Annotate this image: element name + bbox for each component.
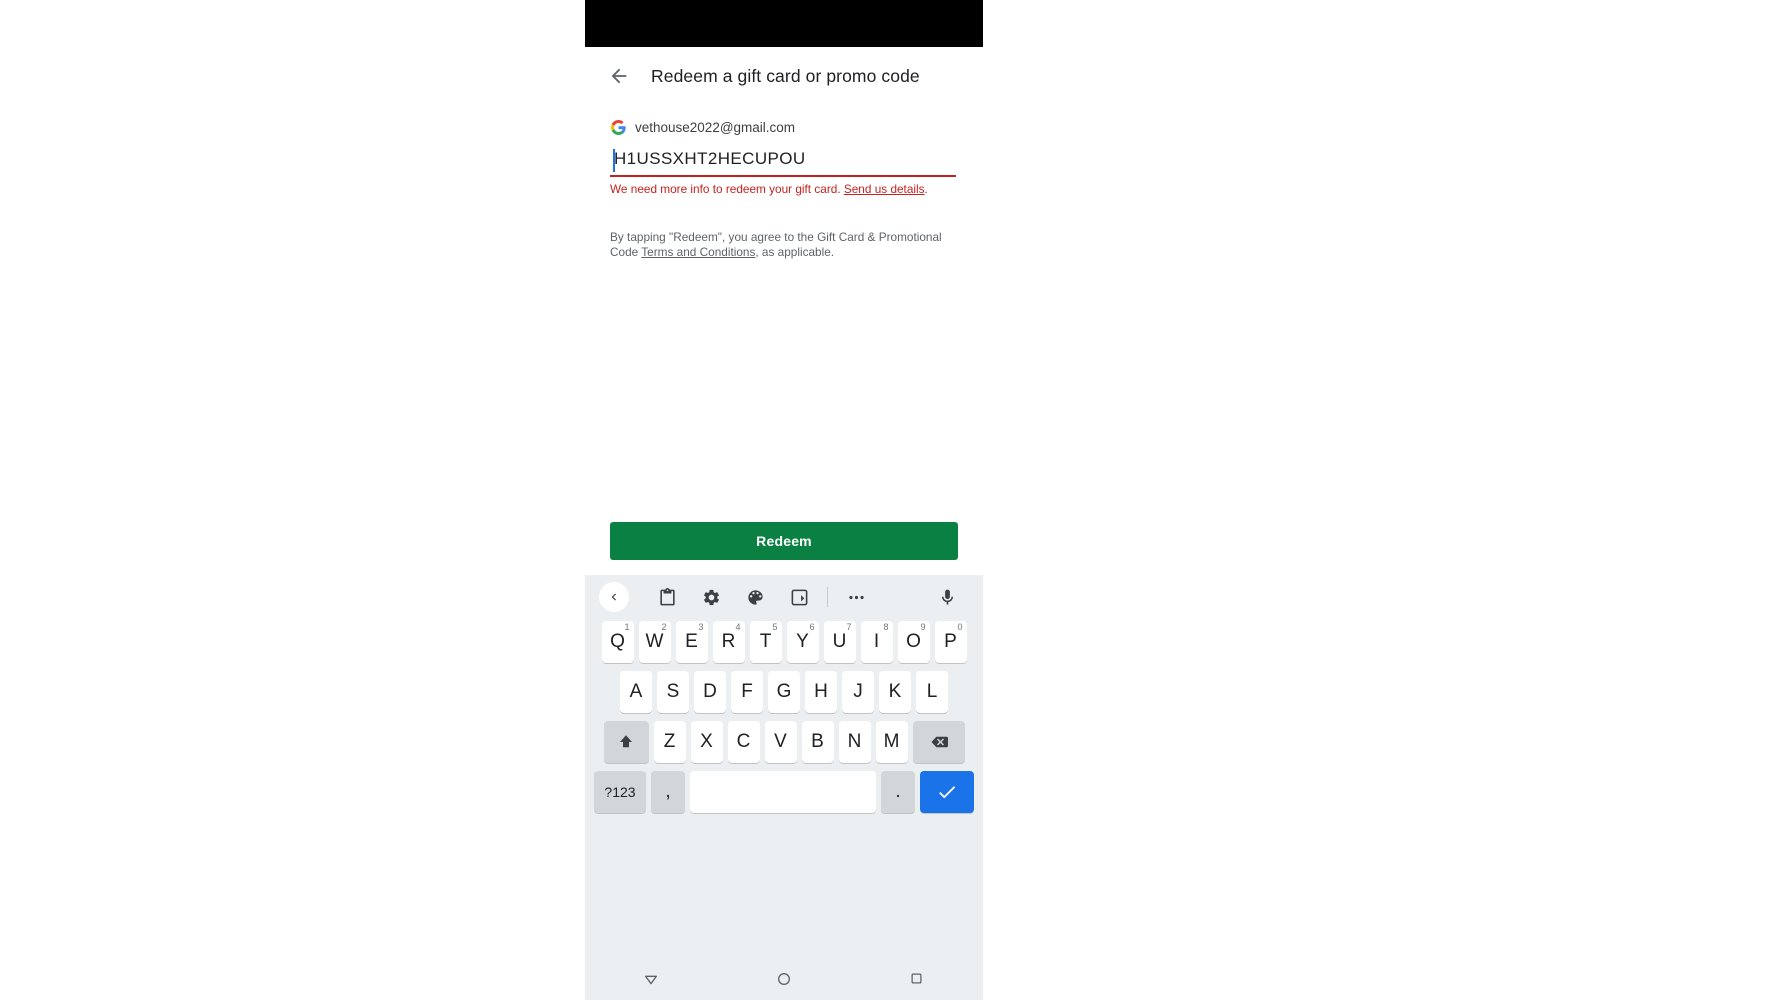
symbols-key[interactable]: ?123 (594, 771, 646, 813)
clipboard-icon[interactable] (645, 577, 689, 617)
key-label: W (645, 631, 664, 652)
system-navigation-bar (585, 957, 983, 1000)
key-z[interactable] (654, 721, 686, 763)
terms-text (610, 230, 950, 260)
key-label: G (776, 681, 792, 702)
gear-icon[interactable] (689, 577, 733, 617)
key-g[interactable] (768, 671, 800, 713)
account-row (611, 120, 795, 135)
terms-prefix: By tapping "Redeem", you agree to the Gift Card & Promotional Code (610, 230, 942, 259)
key-u[interactable] (824, 621, 856, 663)
status-bar (585, 0, 983, 47)
key-j[interactable] (842, 671, 874, 713)
key-m[interactable] (876, 721, 908, 763)
redeem-button[interactable]: Redeem (610, 522, 958, 560)
key-label: R (721, 631, 736, 652)
key-label: O (906, 631, 921, 652)
keyboard-row-1 (588, 621, 980, 663)
key-label: J (853, 681, 863, 702)
shift-icon[interactable] (604, 721, 649, 763)
key-label: Y (796, 631, 809, 652)
key-label: N (847, 731, 862, 752)
error-message-text: We need more info to redeem your gift card. (610, 182, 844, 196)
key-number: 0 (957, 622, 963, 632)
key-v[interactable] (765, 721, 797, 763)
key-label: F (741, 681, 753, 702)
send-us-details-link[interactable]: Send us details (843, 182, 925, 196)
one-handed-icon[interactable] (777, 577, 821, 617)
terms-and-conditions-link[interactable]: Terms and Conditions (641, 245, 756, 259)
backspace-icon[interactable] (913, 721, 965, 763)
key-number: 1 (624, 622, 630, 632)
input-underline (610, 175, 956, 177)
on-screen-keyboard (585, 575, 983, 1000)
square-recents-icon[interactable] (887, 959, 947, 999)
collapse-keyboard-icon[interactable] (599, 582, 629, 612)
key-label: Z (663, 731, 676, 752)
key-e[interactable] (676, 621, 708, 663)
text-caret (613, 149, 615, 172)
toolbar-divider (827, 587, 828, 607)
gift-code-input[interactable] (610, 145, 956, 175)
period-key[interactable]: . (881, 771, 915, 813)
key-p[interactable] (935, 621, 967, 663)
key-number: 7 (846, 622, 852, 632)
key-b[interactable] (802, 721, 834, 763)
key-label: D (703, 681, 717, 702)
key-number: 6 (809, 622, 815, 632)
key-label: B (811, 731, 824, 752)
key-a[interactable] (620, 671, 652, 713)
key-y[interactable] (787, 621, 819, 663)
phone-screen (585, 0, 983, 1000)
more-options-icon[interactable] (834, 577, 878, 617)
key-number: 3 (698, 622, 704, 632)
key-label: M (883, 731, 900, 752)
key-w[interactable] (639, 621, 671, 663)
key-o[interactable] (898, 621, 930, 663)
key-label: U (832, 631, 847, 652)
key-n[interactable] (839, 721, 871, 763)
key-label: H (814, 681, 828, 702)
key-label: T (759, 631, 772, 652)
key-label: K (888, 681, 902, 702)
page-title: Redeem a gift card or promo code (651, 65, 920, 86)
key-s[interactable] (657, 671, 689, 713)
keyboard-row-2 (588, 671, 980, 713)
key-label: E (685, 631, 698, 652)
key-t[interactable] (750, 621, 782, 663)
key-number: 9 (920, 622, 926, 632)
key-label: I (873, 631, 880, 652)
keyboard-row-4 (588, 771, 980, 813)
keyboard-toolbar (585, 575, 983, 619)
key-c[interactable] (728, 721, 760, 763)
google-g-icon (611, 120, 626, 135)
key-label: S (666, 681, 680, 702)
key-number: 5 (772, 622, 778, 632)
key-label: Q (610, 631, 625, 652)
key-d[interactable] (694, 671, 726, 713)
key-label: L (926, 681, 938, 702)
space-key[interactable] (690, 771, 876, 813)
key-x[interactable] (691, 721, 723, 763)
account-email: vethouse2022@gmail.com (635, 120, 796, 135)
key-label: C (736, 731, 751, 752)
key-i[interactable] (861, 621, 893, 663)
circle-home-icon[interactable] (754, 959, 814, 999)
key-label: P (944, 631, 957, 652)
key-label: V (774, 731, 787, 752)
error-message-period: . (924, 182, 928, 196)
key-f[interactable] (731, 671, 763, 713)
triangle-back-icon[interactable] (621, 959, 681, 999)
comma-key[interactable]: , (651, 771, 685, 813)
error-message (610, 182, 950, 197)
key-r[interactable] (713, 621, 745, 663)
keyboard-row-3 (588, 721, 980, 763)
keyboard-rows (585, 619, 983, 813)
key-label: A (629, 681, 643, 702)
gift-code-field-wrapper (610, 145, 956, 177)
terms-suffix: , as applicable. (755, 245, 835, 259)
key-k[interactable] (879, 671, 911, 713)
key-label: X (700, 731, 713, 752)
check-icon[interactable] (920, 771, 974, 813)
key-h[interactable] (805, 671, 837, 713)
arrow-left-icon[interactable] (596, 53, 642, 99)
key-q[interactable] (602, 621, 634, 663)
app-bar (585, 47, 983, 105)
key-number: 2 (661, 622, 667, 632)
key-l[interactable] (916, 671, 948, 713)
key-number: 8 (883, 622, 889, 632)
key-number: 4 (735, 622, 741, 632)
microphone-icon[interactable] (925, 577, 969, 617)
palette-icon[interactable] (733, 577, 777, 617)
